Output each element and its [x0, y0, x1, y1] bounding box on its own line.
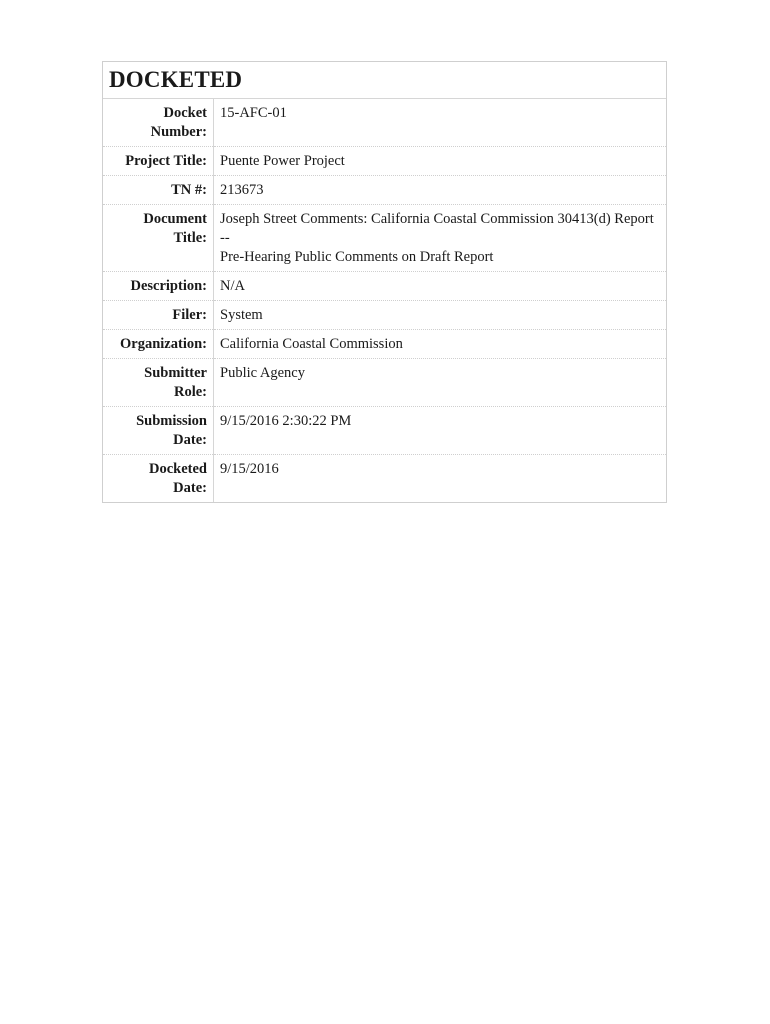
- docketed-heading: DOCKETED: [103, 62, 666, 99]
- value-line: Pre-Hearing Public Comments on Draft Report: [220, 249, 494, 265]
- submitter-role-label: Submitter Role:: [103, 359, 214, 407]
- label-line: Date:: [173, 480, 207, 496]
- docket-number-label: [103, 99, 214, 147]
- label-line: Submission: [136, 413, 207, 429]
- organization-label: Organization:: [103, 330, 214, 359]
- document-title-label: [103, 205, 214, 272]
- label-line: Date:: [173, 432, 207, 448]
- table-row-submission-date: [103, 407, 666, 455]
- label-line: Docket: [163, 105, 207, 121]
- table-row-organization: [103, 330, 666, 359]
- table-row-docket-number: [103, 99, 666, 147]
- table-row-document-title: [103, 205, 666, 272]
- description-label: Description:: [103, 272, 214, 301]
- label-line: Docketed: [149, 461, 207, 477]
- value-line: Joseph Street Comments: California Coastal Commission 30413(d) Report --: [220, 211, 654, 246]
- filer-label: Filer:: [103, 301, 214, 330]
- project-title-value: Puente Power Project: [214, 147, 667, 176]
- table-row-filer: [103, 301, 666, 330]
- tn-label: TN #:: [103, 176, 214, 205]
- label-line: Number:: [150, 124, 207, 140]
- project-title-label: Project Title:: [103, 147, 214, 176]
- docket-summary-box: [102, 61, 667, 503]
- table-row-description: [103, 272, 666, 301]
- submission-date-value: 9/15/2016 2:30:22 PM: [214, 407, 667, 455]
- docketed-date-label: [103, 455, 214, 503]
- submission-date-label: [103, 407, 214, 455]
- docket-info-table: [103, 99, 666, 502]
- organization-value: California Coastal Commission: [214, 330, 667, 359]
- table-row-docketed-date: [103, 455, 666, 503]
- docket-number-value: 15-AFC-01: [214, 99, 667, 147]
- filer-value: System: [214, 301, 667, 330]
- tn-value: 213673: [214, 176, 667, 205]
- label-line: Title:: [173, 230, 207, 246]
- table-row-project-title: [103, 147, 666, 176]
- document-title-value: [214, 205, 667, 272]
- submitter-role-value: Public Agency: [214, 359, 667, 407]
- docketed-date-value: 9/15/2016: [220, 461, 279, 477]
- table-row-tn: [103, 176, 666, 205]
- description-value: N/A: [214, 272, 667, 301]
- table-row-submitter-role: [103, 359, 666, 407]
- label-line: Document: [143, 211, 207, 227]
